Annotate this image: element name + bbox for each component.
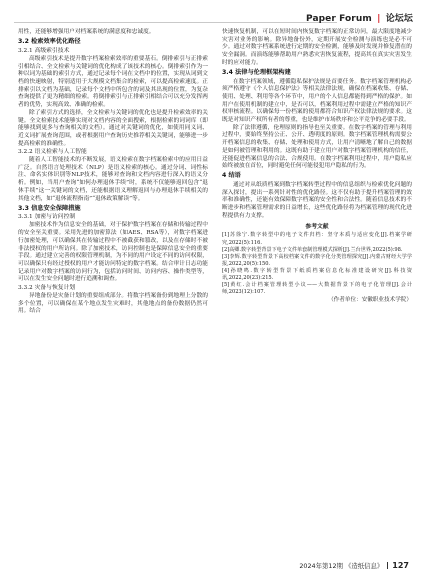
journal-name: 《造纸信息》 xyxy=(344,562,384,570)
paragraph: 通过对从纸质档案到数字档案转型过程中的信息组织与检索优化问题的深入探讨，提出一系列针对性的优化路径。这不仅有助于提升档案管理的效率和准确性，还能有效保障数字档案的安全性和合法性。随着信息技术的不断进步和档案管理需求的日益增长，这些优化路径将为档案管理的现代化进程提供有力支撑。 xyxy=(222,181,412,219)
paragraph: 除了法律遵循，伦理原则的指导也至关重要。在数字档案的管理与利用过程中，要始终坚持公正、公开、透明度的原则。数字档案管理机构需要公开档案信息的收集、存储、处理和使用方式，让用户清晰地了解自己的数据是如何被管理和利用的。这既有助于建立用户对数字档案管理机构的信任，还能促进档案信息的合法、合规使用。在数字档案利用过程中，用户隐私应始终被放在首位，同时避免任何可能侵犯用户隐私的行为。 xyxy=(222,124,412,170)
reference-item: [4]孙晓鸣.数字转型背景下纸质档案信息化标准建设研究[J].科技资讯,2022,20(23):215. xyxy=(222,267,412,282)
page-footer xyxy=(299,561,409,570)
paragraph: 异地备份是灾备计划的重要组成部分。将数字档案备份到地理上分散的多个位置，可以确保在某个地点发生灾难时，其他地点的备份数据仍然可用。结合 xyxy=(18,292,208,315)
section-3-3-heading: 3.3 信息安全保障措施 xyxy=(18,204,81,212)
title-separator: | xyxy=(377,14,381,24)
footer-divider xyxy=(387,562,388,569)
reference-item: [2]高卿.数字转型背景下电子文件单套制管理模式探析[J].兰台世界,2022(5):98. xyxy=(222,246,403,253)
section-3-3-1-heading: 3.3.1 加密与访问控制 xyxy=(18,214,76,221)
reference-item: [5]黄红.会计档案管理转型小议——大数据背景下的电子化管理[J].会计师,2023(12):107. xyxy=(222,282,412,296)
paragraph: 除了索引方式的选择，全文检索与关键词的优化也是提升检索效率的关键。全文检索技术能够实现对文档内容的全面搜索，根据检索的词词库（即能够找到更多与查询相关的文档）。通过对关键词的优化，如使用同义词、近义词扩展查询范围，或者根据用户查询历史推荐相关关键词，能够进一步提高检索的准确性。 xyxy=(18,109,208,147)
column-title xyxy=(306,11,413,24)
forum-cn: 论坛坛 xyxy=(385,14,413,24)
section-3-4-heading: 3.4 法律与伦理框架构建 xyxy=(222,69,291,77)
paragraph: 高级索引技术是提升数字档案检索效率的重要基石。倒排索引与正排索引相结合、全文检索与关键词的优化构成了该技术的核心。倒排索引作为一种以词为基础的索引方式，通过记录每个词在文档中的位置，实现从词到文档的快速映射，特别适用于大规模文档集合的检索，可以提高检索速度。正排索引以文档为基础，记录每个文档中所包含的词及其出现的位置，为复杂查询提供了更为精细的检索。将倒排索引与正排索引相结合可以充分发挥两者的优势，实现高效、准确的检索。 xyxy=(18,55,208,109)
section-3-2-1-heading: 3.2.1 高级索引技术 xyxy=(18,47,70,54)
forum-en: Paper Forum xyxy=(305,14,372,24)
paragraph: 加密技术作为信息安全的基础，对于保护数字档案在存储和传输过程中的安全至关重要。采用先进的加密算法（如AES、RSA等），对数字档案进行加密处理，可以确保其在传输过程中不被截获和篡改，以及在存储时不被非法授权的用户所访问。除了加密技术，访问控制也是保障信息安全的重要手段。通过建立完善的权限管理机制，为不同的用户设定不同的访问权限，可以确保只有经过授权的用户才能访问特定的数字档案。结合审计日志功能记录用户对数字档案的访问行为，包括访问时间、访问内容、操作类型等，可以在发生安全问题时进行追溯和调查。 xyxy=(18,222,208,283)
section-3-2-heading: 3.2 检索效率优化路径 xyxy=(18,38,81,46)
author-affiliation: （作者单位：安徽职业技术学院） xyxy=(328,297,412,304)
header-rule xyxy=(14,22,337,23)
intro-paragraph: 用性，还能够增强用户对档案系统的满意度和忠诚度。 xyxy=(18,29,155,35)
paragraph: 在数字档案领域，遵循隐私保护法规是首要任务。数字档案管理机构必须严格遵守《个人信息保护法》等相关法律法规，确保在档案收集、存储、使用、处理、利用等各个环节中，用户的个人信息都能得到严格的保护。如用户在使用机制的建立中，是否可以，档案利用过程中需建立严格的知识产权审核流程。以确保每一份档案的使用都符合知识产权法律法规的要求。这既是对知识产权所有者的尊重，也是维护市场秩序和公平竞争的必要手段。 xyxy=(222,78,412,124)
page-number: 127 xyxy=(392,561,409,570)
right-column xyxy=(222,29,412,305)
left-column xyxy=(18,29,208,316)
section-3-3-2-heading: 3.3.2 灾备与恢复计划 xyxy=(18,284,76,291)
reference-item: [3]李辉.数字转型背景下高校档案文件的数字化分类管理探究[J].内蒙古财经大学学报,2022,20(5):150. xyxy=(222,253,412,267)
references-heading: 参考文献 xyxy=(305,224,329,231)
issue-label: 2024年第12期 xyxy=(299,562,343,570)
reference-item: [1]苏徐宁.数字转型中的电子文件归档：坚守本质与适应变化[J].档案学研究,2022(5):116. xyxy=(222,232,412,246)
continued-paragraph: 快速恢复机制，可以在短时间内恢复数字档案的正常访问，最大限度地减少灾害对业务的影响。除异地备份外，定期开展安全检测与演练也是必不可少。通过对数字档案系统进行定期的安全检测，能够及时发现并修复潜在的安全漏洞。而演练能够帮助用户熟悉灾害恢复流程，提高其在真实灾害发生时的应对能力。 xyxy=(222,29,412,66)
section-3-2-2-heading: 3.2.2 语义检索与人工智能 xyxy=(18,148,87,155)
paragraph: 随着人工智能技术的不断发展，语义检索在数字档案检索中的应用日益广泛。自然语言处理技术（NLP）是语义检索的核心。通过分词、词性标注、命名实体识别等NLP技术，能够对查询和文档内容进行深入的语义分析。例如，当用户查询“如何办理退休手续”时，系统不仅能够返回包含“退休手续”这一关键词的文档，还能根据语义理解返回与办理退休手续相关的其他文档，如“退休流程指南”“退休政策解读”等。 xyxy=(18,157,208,202)
section-4-heading: 4 结语 xyxy=(222,172,241,180)
